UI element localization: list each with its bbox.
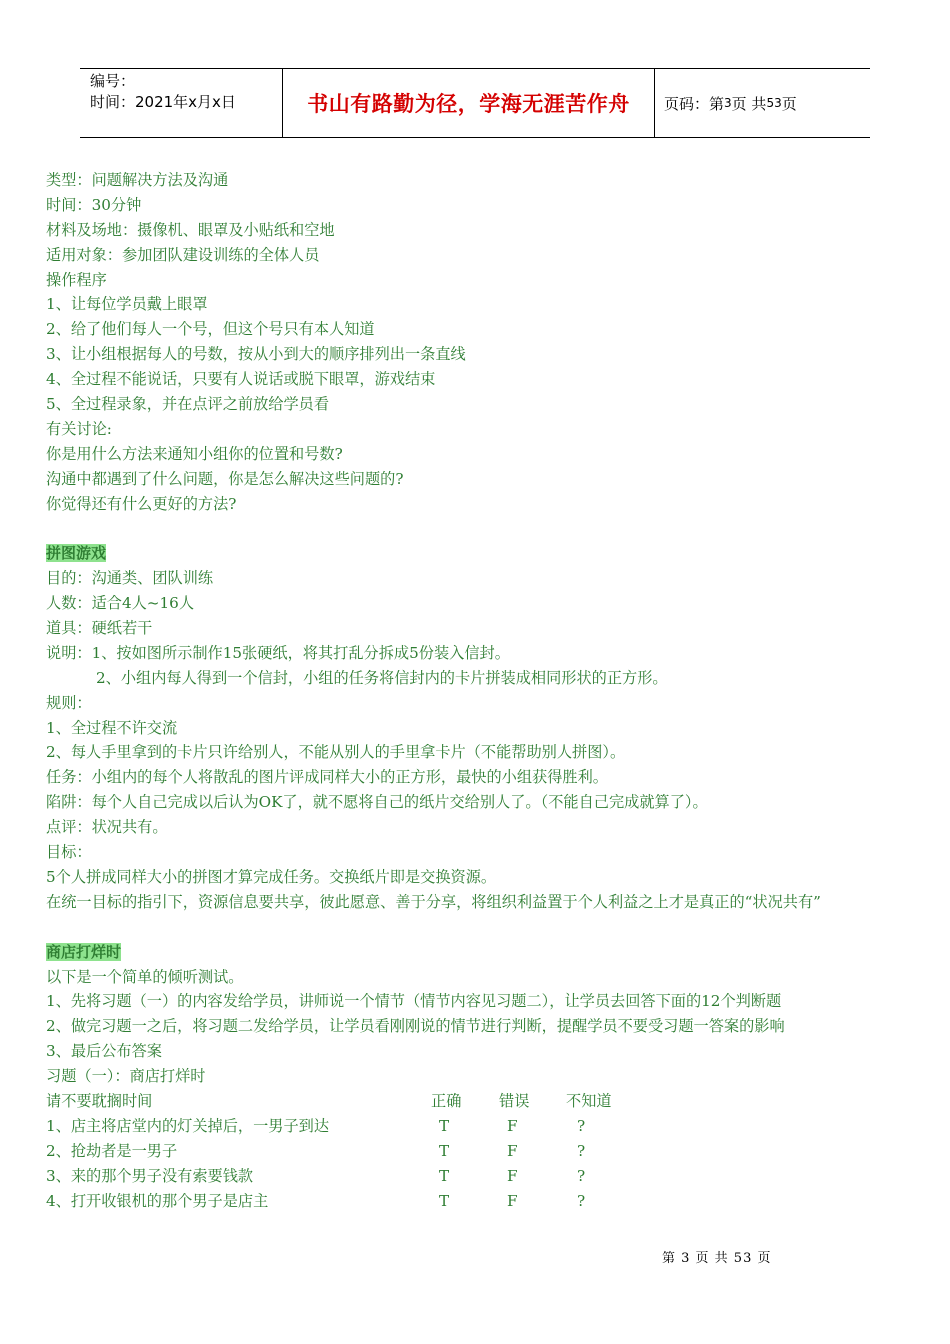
section-puzzle-game xyxy=(46,541,908,914)
option-true: T xyxy=(439,1166,450,1185)
page-prefix: 页码：第 xyxy=(664,94,725,113)
question-text: 1、店主将店堂内的灯关掉后，一男子到达 xyxy=(46,1116,330,1135)
text-line: 规则： xyxy=(46,693,92,712)
text-line: 2、小组内每人得到一个信封，小组的任务将信封内的卡片拼装成相同形状的正方形。 xyxy=(96,668,668,687)
text-line: 2、给了他们每人一个号，但这个号只有本人知道 xyxy=(46,320,375,339)
text-line: 沟通中都遇到了什么问题，你是怎么解决这些问题的? xyxy=(46,469,404,488)
text-line: 类型：问题解决方法及沟通 xyxy=(46,171,229,189)
text-line: 3、最后公布答案 xyxy=(46,1042,162,1061)
text-line: 目标： xyxy=(46,843,92,862)
text-line: 点评：状况共有。 xyxy=(46,818,168,837)
option-false: F xyxy=(507,1141,518,1160)
number-label: 编号： xyxy=(90,72,136,90)
text-line: 5、全过程录象，并在点评之前放给学员看 xyxy=(46,395,330,414)
text-line: 2、做完习题一之后，将习题二发给学员，让学员看刚刚说的情节进行判断，提醒学员不要受习题一答案的影响 xyxy=(46,1017,785,1036)
spacer xyxy=(46,915,908,940)
table-row xyxy=(46,1189,908,1214)
text-line: 以下是一个简单的倾听测试。 xyxy=(46,967,244,986)
text-line: 人数：适合4人~16人 xyxy=(46,594,195,613)
text-line: 3、让小组根据每人的号数，按从小到大的顺序排列出一条直线 xyxy=(46,345,466,364)
table-row xyxy=(46,1164,908,1189)
question-text: 4、打开收银机的那个男子是店主 xyxy=(46,1191,269,1210)
header-correct: 正确 xyxy=(431,1091,462,1110)
header-question: 请不要耽搁时间 xyxy=(46,1091,153,1110)
header-page-info xyxy=(655,69,870,137)
text-line: 5个人拼成同样大小的拼图才算完成任务。交换纸片即是交换资源。 xyxy=(46,867,497,886)
text-line: 任务：小组内的每个人将散乱的图片评成同样大小的正方形，最快的小组获得胜利。 xyxy=(46,768,608,787)
section-title: 商店打烊时 xyxy=(46,942,122,961)
question-text: 2、抢劫者是一男子 xyxy=(46,1141,178,1160)
text-line: 目的：沟通类、团队训练 xyxy=(46,569,214,588)
text-line: 1、让每位学员戴上眼罩 xyxy=(46,295,208,314)
option-unknown: ? xyxy=(577,1191,586,1210)
text-line: 时间：30分钟 xyxy=(46,195,142,214)
option-unknown: ? xyxy=(577,1141,586,1160)
section-store-closing xyxy=(46,940,908,1214)
text-line: 适用对象：参加团队建设训练的全体人员 xyxy=(46,245,320,264)
section-heading xyxy=(46,940,908,965)
option-unknown: ? xyxy=(577,1116,586,1135)
text-line: 1、先将习题（一）的内容发给学员，讲师说一个情节（情节内容见习题二），让学员去回答下面的12个判断题 xyxy=(46,992,782,1011)
header-meta xyxy=(80,69,282,137)
option-false: F xyxy=(507,1191,518,1210)
section-title: 拼图游戏 xyxy=(46,544,107,563)
text-line: 操作程序 xyxy=(46,270,107,289)
page-footer: 第 3 页 共 53 页 xyxy=(662,1251,772,1266)
text-line: 有关讨论: xyxy=(46,419,112,438)
text-line: 陷阱：每个人自己完成以后认为OK了，就不愿将自己的纸片交给别人了。（不能自己完成就算了）。 xyxy=(46,793,708,812)
document-body xyxy=(46,168,908,1213)
text-line: 4、全过程不能说话，只要有人说话或脱下眼罩，游戏结束 xyxy=(46,370,436,389)
motto: 书山有路勤为径，学海无涯苦作舟 xyxy=(307,92,630,116)
option-unknown: ? xyxy=(577,1166,586,1185)
header-unknown: 不知道 xyxy=(566,1091,612,1110)
page-suffix: 页 xyxy=(781,94,797,113)
page-total: 53 xyxy=(766,96,782,110)
time-label: 时间：2021年x月x日 xyxy=(90,93,236,111)
text-line: 你是用什么方法来通知小组你的位置和号数? xyxy=(46,444,343,463)
page-number: 3 xyxy=(724,96,732,110)
table-row xyxy=(46,1114,908,1139)
page-header xyxy=(80,68,870,138)
table-row xyxy=(46,1139,908,1164)
text-line: 你觉得还有什么更好的方法? xyxy=(46,494,237,513)
text-line: 2、每人手里拿到的卡片只许给别人，不能从别人的手里拿卡片（不能帮助别人拼图）。 xyxy=(46,743,626,762)
text-line: 说明：1、按如图所示制作15张硬纸，将其打乱分拆成5份装入信封。 xyxy=(46,643,510,662)
page-mid: 页 共 xyxy=(731,94,767,113)
spacer xyxy=(46,516,908,541)
text-line: 1、全过程不许交流 xyxy=(46,718,178,737)
text-line: 道具：硬纸若干 xyxy=(46,619,153,638)
section-heading xyxy=(46,541,908,566)
question-text: 3、来的那个男子没有索要钱款 xyxy=(46,1166,254,1185)
text-paragraph: 在统一目标的指引下，资源信息要共享，彼此愿意、善于分享，将组织利益置于个人利益之上才是真正的“状况共有” xyxy=(46,892,821,911)
section-communication xyxy=(46,168,908,516)
option-true: T xyxy=(439,1191,450,1210)
header-motto-cell xyxy=(282,69,655,137)
option-true: T xyxy=(439,1141,450,1160)
option-false: F xyxy=(507,1116,518,1135)
quiz-table-header xyxy=(46,1089,908,1114)
option-true: T xyxy=(439,1116,450,1135)
text-line: 材料及场地：摄像机、眼罩及小贴纸和空地 xyxy=(46,220,335,239)
text-line: 习题（一）：商店打烊时 xyxy=(46,1067,206,1086)
option-false: F xyxy=(507,1166,518,1185)
header-wrong: 错误 xyxy=(499,1091,530,1110)
